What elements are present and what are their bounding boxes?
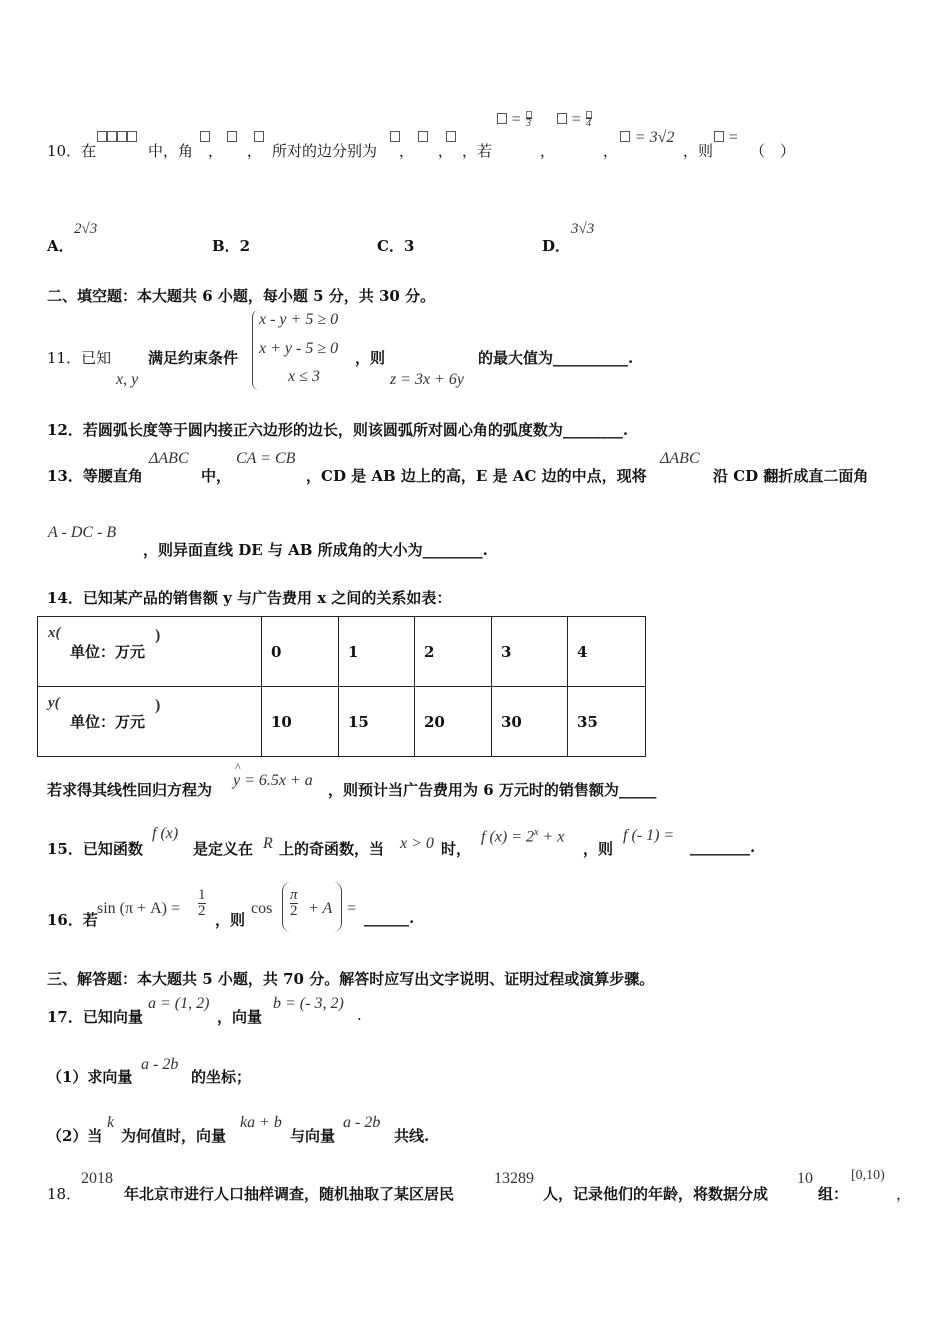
- q17-period: .: [357, 1006, 362, 1024]
- q17-part2-tail: 共线.: [394, 1127, 430, 1145]
- right-paren: [333, 882, 342, 932]
- q14-data-table: [37, 616, 646, 757]
- q12-text: 12．若圆弧长度等于圆内接正六边形的边长，则该圆弧所对圆心角的弧度数为________.: [47, 421, 629, 439]
- placeholder-glyph: [557, 113, 567, 124]
- q10-eq-angle-2: = 4: [557, 110, 592, 129]
- fraction-denominator: 3: [526, 118, 532, 129]
- q10-option-d-value: 3√3: [571, 221, 595, 237]
- q15-f-neg-one: f (- 1) =: [623, 827, 675, 844]
- table-cell: 30: [492, 687, 568, 757]
- q14-intro: 14．已知某产品的销售额 y 与广告费用 x 之间的关系如表：: [47, 589, 452, 607]
- placeholder-glyph: [497, 113, 507, 124]
- q18-count: 13289: [494, 1170, 534, 1187]
- q17-vector-b: b = (- 3, 2): [273, 995, 344, 1012]
- q10-text-if: ，若: [462, 142, 493, 160]
- q16-text: ，则: [215, 911, 246, 929]
- q11-tail: 的最大值为__________.: [478, 349, 634, 367]
- close-paren: ): [155, 697, 161, 714]
- q10-text-then: ，则: [683, 142, 714, 160]
- q15-text-2: 上的奇函数，当: [279, 840, 385, 858]
- fraction-numerator: 1: [198, 887, 206, 903]
- fraction-denominator: 4: [586, 118, 592, 129]
- q10-option-d-label: D．: [542, 237, 571, 255]
- placeholder-glyph: [127, 131, 137, 142]
- q10-commas-2: ， ，: [399, 142, 453, 160]
- q18-text-1: 年北京市进行人口抽样调查，随机抽取了某区居民: [124, 1185, 455, 1203]
- table-cell: 1: [339, 617, 415, 687]
- q16-pi-half: [290, 888, 298, 919]
- q16-plus-a: + A: [308, 900, 333, 917]
- q13-text-4: ，则异面直线 DE 与 AB 所成角的大小为________.: [143, 541, 488, 559]
- q11-objective: z = 3x + 6y: [390, 371, 465, 388]
- q11-number: 11．已知: [47, 349, 112, 367]
- unit-label: 单位：万元: [70, 643, 146, 661]
- q14-regression-text: 若求得其线性回归方程为: [47, 781, 213, 799]
- q15-R: R: [263, 835, 273, 852]
- q17-part1-tail: 的坐标；: [191, 1068, 252, 1086]
- table-cell: 4: [568, 617, 646, 687]
- q17-part2-label: （2）当: [47, 1127, 103, 1145]
- q11-vars: x, y: [116, 371, 139, 388]
- q13-dihedral: A - DC - B: [48, 524, 117, 541]
- q17-part2-vector-2: a - 2b: [343, 1114, 381, 1131]
- table-row: [38, 617, 646, 687]
- q16-half: [198, 888, 206, 919]
- q16-equals: =: [347, 900, 357, 917]
- q10-eq-target: [714, 128, 738, 147]
- q10-comma-3: ，: [540, 142, 556, 160]
- q15-text-4: ，则: [583, 840, 614, 858]
- table-cell: 35: [568, 687, 646, 757]
- table-header-y: [38, 687, 262, 757]
- q17-vector-a: a = (1, 2): [148, 995, 210, 1012]
- q15-text-3: 时，: [441, 840, 472, 858]
- close-paren: ): [155, 627, 161, 644]
- unit-label: 单位：万元: [70, 713, 146, 731]
- q10-text-angle: 中，角: [148, 142, 194, 160]
- fraction-denominator: 2: [290, 903, 298, 919]
- var-y: y(: [48, 695, 60, 711]
- q14-regression-eq: y = 6.5x + a: [233, 772, 313, 789]
- q10-number: 10．在: [47, 142, 97, 160]
- q16-sin: sin (π + A) =: [97, 900, 181, 917]
- q11-constraint-1: x - y + 5 ≥ 0: [259, 311, 339, 328]
- placeholder-glyph: [97, 131, 107, 142]
- q15-condition: x > 0: [400, 835, 434, 852]
- placeholder-glyph: [586, 111, 592, 118]
- q17-part2-k: k: [107, 1114, 115, 1131]
- q10-option-b: B．2: [212, 237, 251, 255]
- q10-triangle-placeholder: [97, 128, 137, 146]
- q13-equal-sides: CA = CB: [236, 450, 296, 467]
- fx-exponent: x: [534, 827, 539, 838]
- q17-part1-label: （1）求向量: [47, 1068, 133, 1086]
- q17-part2-vector-1: ka + b: [240, 1114, 282, 1131]
- q15-fx: [481, 827, 564, 846]
- placeholder-glyph: [117, 131, 127, 142]
- placeholder-glyph: [526, 111, 532, 118]
- q11-text-then: ，则: [355, 349, 386, 367]
- q13-text-3: 沿 CD 翻折成直二面角: [713, 467, 869, 485]
- q10-option-a-label: A．: [47, 237, 74, 255]
- section-2-heading: 二、填空题：本大题共 6 小题，每小题 5 分，共 30 分。: [47, 287, 436, 305]
- q13-text-2: ，CD 是 AB 边上的高，E 是 AC 边的中点，现将: [306, 467, 647, 485]
- q17-part2-text-1: 为何值时，向量: [121, 1127, 227, 1145]
- q18-year: 2018: [81, 1170, 113, 1187]
- table-header-x: [38, 617, 262, 687]
- q18-text-3: 组：: [818, 1185, 849, 1203]
- q18-comma: ，: [896, 1185, 912, 1203]
- q10-comma-4: ，: [603, 142, 619, 160]
- q13-triangle: ΔABC: [149, 450, 189, 467]
- q15-number: 15．已知函数: [47, 840, 143, 858]
- q18-interval: [0,10): [851, 1168, 885, 1183]
- q17-text: ，向量: [217, 1008, 263, 1026]
- q11-constraint-2: x + y - 5 ≥ 0: [259, 340, 339, 357]
- q16-cos: cos: [251, 900, 273, 917]
- q16-blank: ______.: [364, 909, 415, 927]
- q17-number: 17．已知向量: [47, 1008, 143, 1026]
- q10-eq-side: [620, 128, 674, 147]
- q16-number: 16．若: [47, 911, 98, 929]
- q10-option-c: C．3: [377, 237, 415, 255]
- table-cell: 10: [262, 687, 339, 757]
- q13-text-1: 中，: [201, 467, 232, 485]
- table-cell: 2: [415, 617, 492, 687]
- q14-question: ，则预计当广告费用为 6 万元时的销售额为_____: [328, 781, 657, 799]
- q10-option-a-value: 2√3: [74, 221, 98, 237]
- q11-brace: [252, 310, 259, 390]
- placeholder-glyph: [620, 131, 630, 142]
- var-x: x(: [48, 625, 61, 641]
- placeholder-glyph: [107, 131, 117, 142]
- q10-answer-blank: （ ）: [750, 142, 796, 160]
- q15-text-1: 是定义在: [193, 840, 254, 858]
- table-cell: 0: [262, 617, 339, 687]
- table-row: [38, 687, 646, 757]
- table-cell: 3: [492, 617, 568, 687]
- table-cell: 15: [339, 687, 415, 757]
- section-3-heading: 三、解答题：本大题共 5 小题，共 70 分。解答时应写出文字说明、证明过程或演算步骤。: [47, 970, 655, 988]
- equals-sign: =: [728, 129, 738, 146]
- side-value: = 3√2: [634, 129, 675, 146]
- q18-text-2: 人，记录他们的年龄，将数据分成: [543, 1185, 769, 1203]
- fraction-denominator: 2: [198, 903, 206, 919]
- fraction-numerator: π: [290, 887, 298, 903]
- q13-triangle-2: ΔABC: [660, 450, 700, 467]
- q13-number: 13．等腰直角: [47, 467, 143, 485]
- fx-base: f (x) = 2: [481, 828, 534, 846]
- q11-constraint-3: x ≤ 3: [288, 368, 320, 385]
- q18-groups: 10: [797, 1170, 813, 1187]
- q11-text-constraint: 满足约束条件: [148, 349, 239, 367]
- q17-part2-text-2: 与向量: [290, 1127, 336, 1145]
- q15-func: f (x): [152, 825, 179, 842]
- q18-number: 18．: [47, 1185, 82, 1203]
- table-cell: 20: [415, 687, 492, 757]
- placeholder-glyph: [714, 131, 724, 142]
- q15-blank: ________.: [690, 838, 756, 856]
- hat-mark: ^: [235, 760, 241, 774]
- fx-plus: + x: [538, 828, 565, 846]
- q10-text-sides: 所对的边分别为: [272, 142, 378, 160]
- q10-eq-angle-1: = 3: [497, 110, 532, 129]
- q10-commas-1: ， ，: [208, 142, 262, 160]
- q17-part1-vector: a - 2b: [141, 1056, 179, 1073]
